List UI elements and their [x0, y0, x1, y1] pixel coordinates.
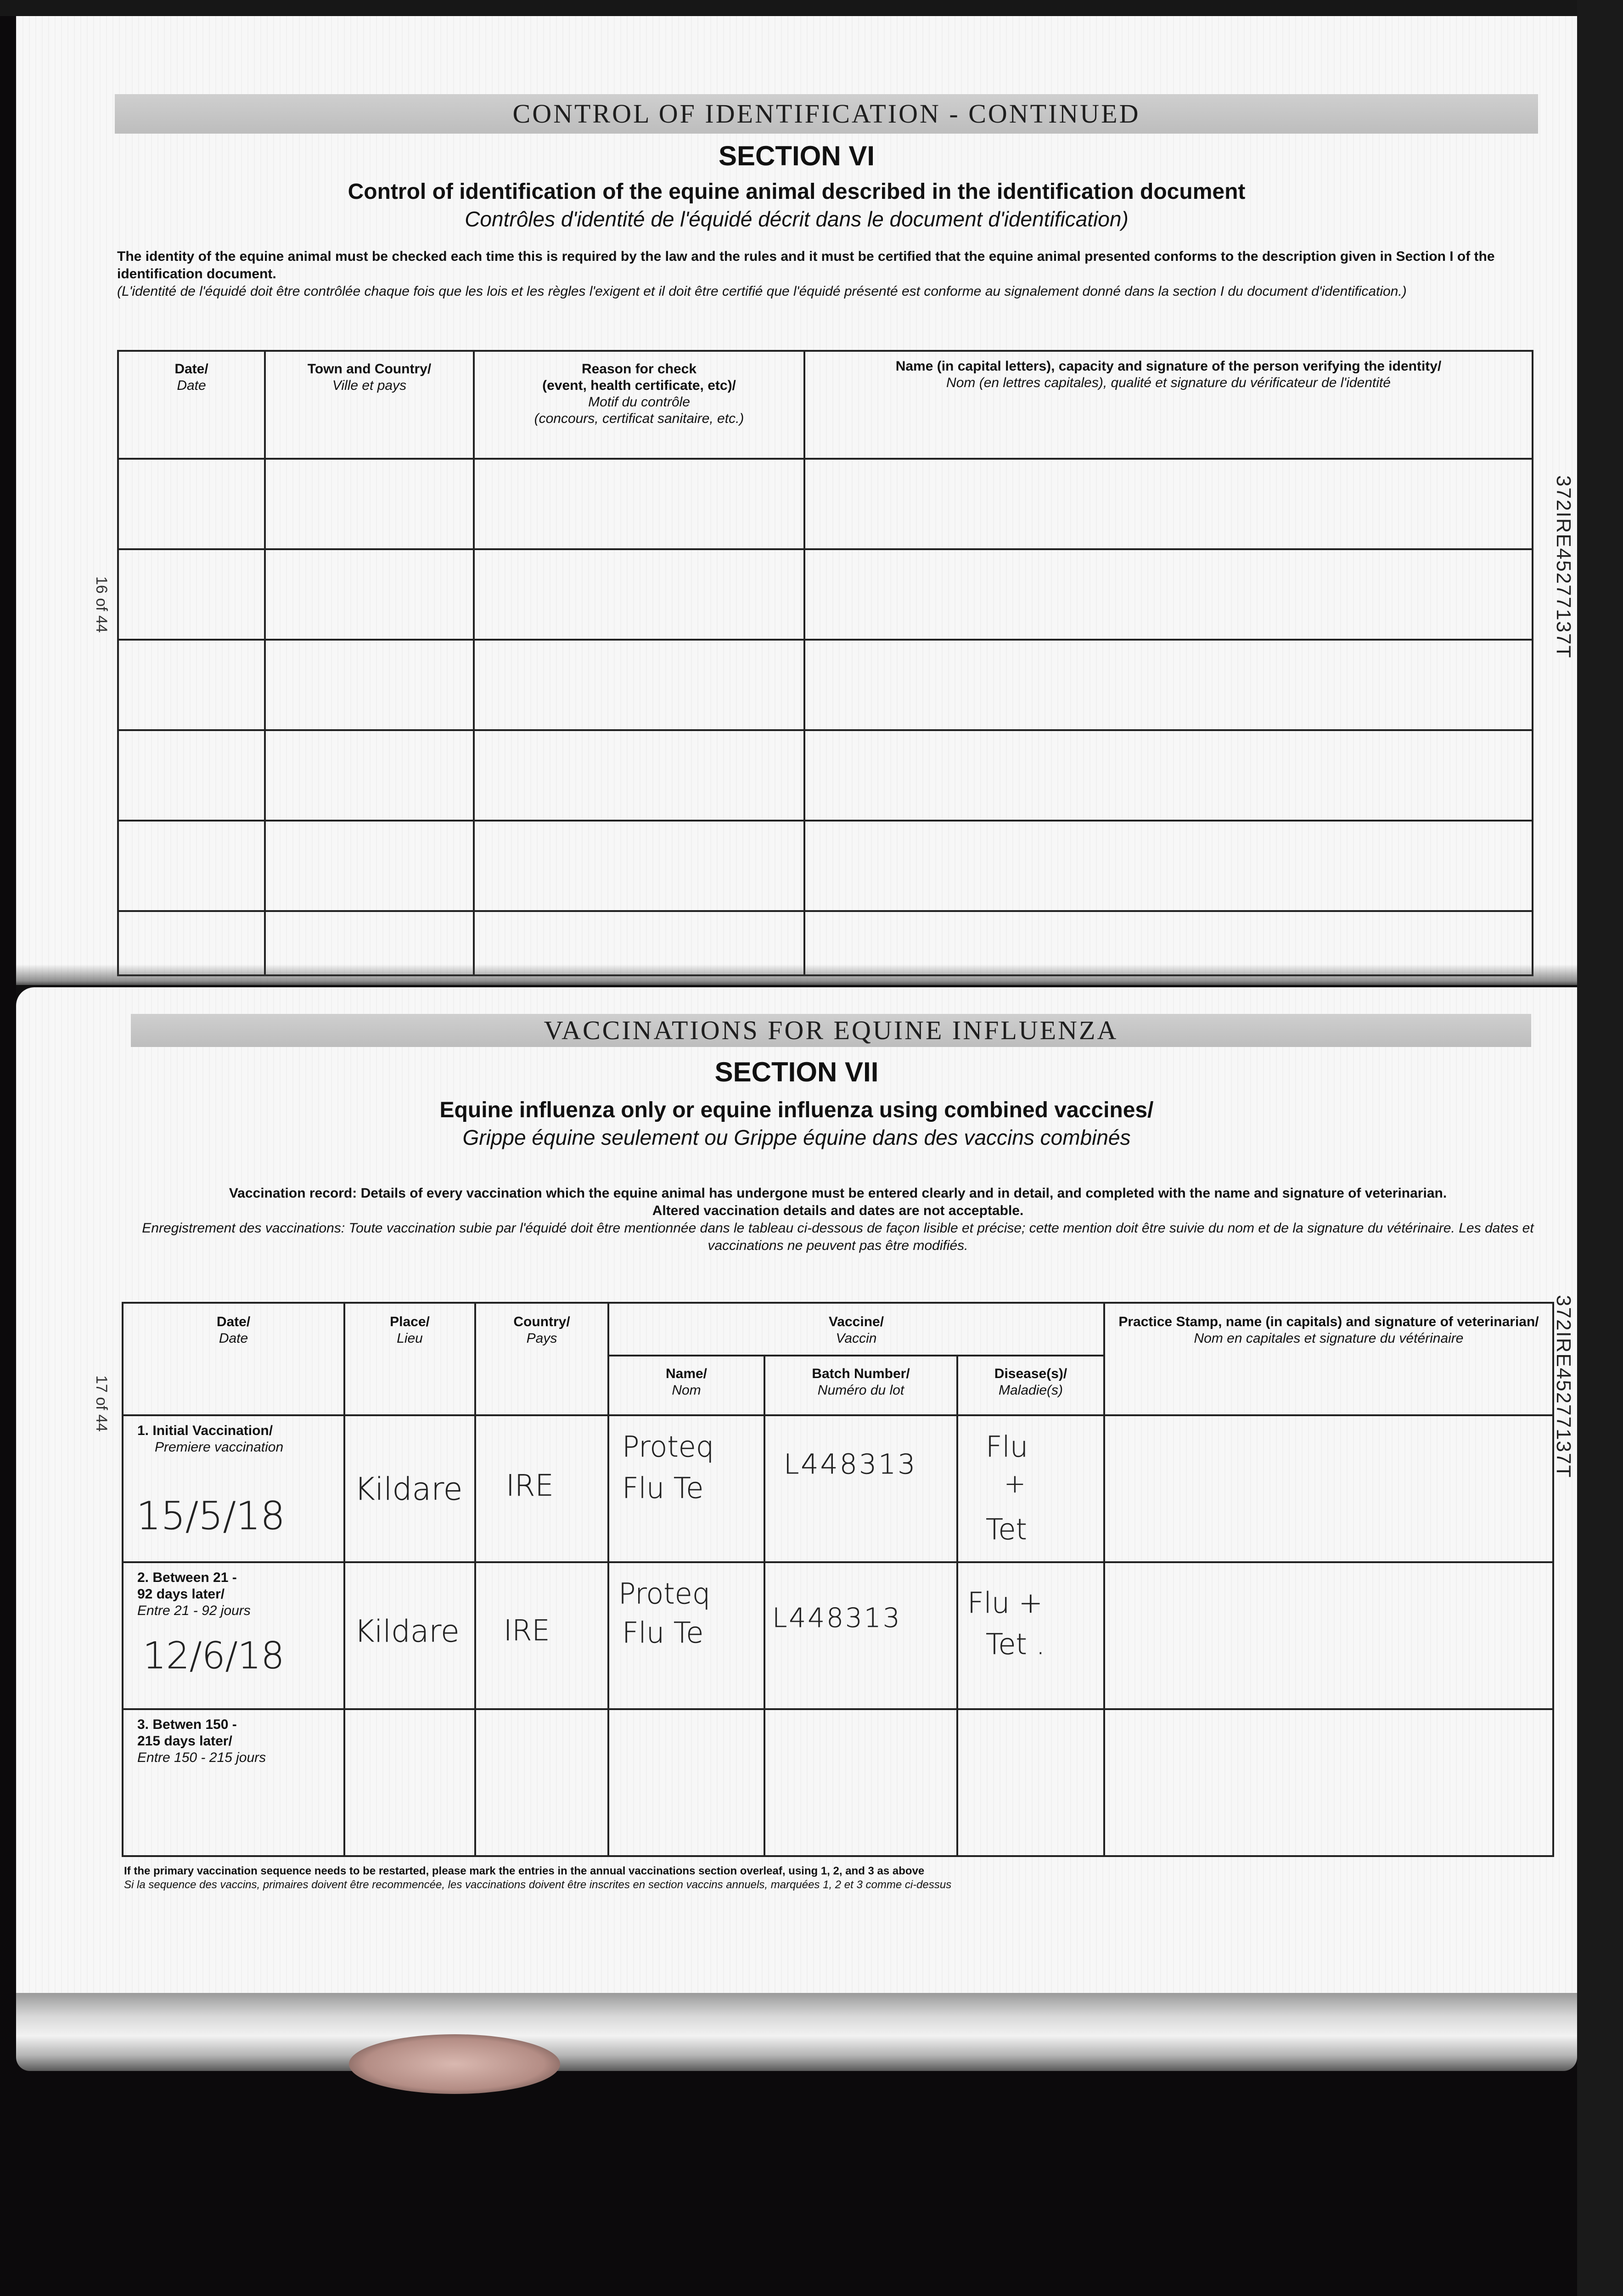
col-country: Country/ Pays	[475, 1303, 608, 1415]
row-label-en: 2. Between 21 - 92 days later/	[137, 1570, 237, 1602]
place-cell[interactable]	[344, 1562, 475, 1709]
col-date: Date/ Date	[123, 1303, 344, 1415]
handwritten-batch: L448313	[772, 1602, 902, 1633]
table-row	[118, 821, 1533, 911]
section-title: SECTION VI	[718, 141, 875, 171]
vaccination-row-2	[123, 1562, 1553, 1709]
table-row	[118, 459, 1533, 549]
table-row	[118, 549, 1533, 640]
col-town-country: Town and Country/ Ville et pays	[265, 351, 474, 459]
handwritten-disease-line1: Flu	[986, 1430, 1028, 1463]
section-banner: VACCINATIONS FOR EQUINE INFLUENZA	[131, 1014, 1531, 1047]
footnote-en: If the primary vaccination sequence needs to be restarted, please mark the entries in the annual vaccinations section overleaf, using 1, 2, and 3 as above	[124, 1865, 925, 1877]
batch-number-cell[interactable]	[764, 1709, 957, 1856]
handwritten-disease-line2: +	[1004, 1469, 1026, 1499]
document-id-vertical: 372IRE45277137T	[1552, 1295, 1575, 1479]
section-title: SECTION VII	[714, 1057, 879, 1087]
handwritten-country: IRE	[506, 1469, 554, 1503]
practice-stamp-cell[interactable]	[1104, 1562, 1553, 1709]
col-diseases: Disease(s)/ Maladie(s)	[957, 1356, 1104, 1415]
handwritten-country: IRE	[504, 1614, 550, 1647]
handwritten-disease-line3: Tet	[986, 1513, 1027, 1546]
table-header-row	[118, 351, 1533, 459]
vaccine-name-cell[interactable]	[608, 1562, 764, 1709]
col-practice-stamp: Practice Stamp, name (in capitals) and signature of veterinarian/ Nom en capitales et signature du vétérinaire	[1104, 1303, 1553, 1415]
vaccination-instructions	[126, 1185, 1550, 1255]
row-label-fr: Entre 150 - 215 jours	[137, 1750, 266, 1765]
col-vaccine-name: Name/ Nom	[608, 1356, 764, 1415]
page-stack-edge	[16, 1993, 1577, 2071]
page-number-17: 17 of 44	[93, 1375, 110, 1432]
country-cell[interactable]	[475, 1415, 608, 1562]
country-cell[interactable]	[475, 1709, 608, 1856]
instructions-en: The identity of the equine animal must be checked each time this is required by the law and the rules and it must be certified that the equine animal presented conforms to the description given in Section I of the identification document.	[117, 249, 1495, 281]
batch-number-cell[interactable]	[764, 1415, 957, 1562]
document-id-vertical: 372IRE45277137T	[1552, 475, 1575, 659]
col-place: Place/ Lieu	[344, 1303, 475, 1415]
handwritten-place: Kildare	[354, 1471, 463, 1508]
handwritten-disease-line1: Flu +	[967, 1586, 1043, 1620]
handwritten-vaccine-line2: Flu Te	[622, 1471, 704, 1505]
footnote	[124, 1864, 1547, 1892]
table-row	[118, 640, 1533, 730]
instructions-fr: (L'identité de l'équidé doit être contrôlée chaque fois que les lois et les règles l'exigent et il doit être certifié que l'équidé présenté est conforme au signalement donné dans la section I du document d'identification.)	[117, 284, 1407, 299]
scanner-right-edge	[1577, 0, 1623, 2296]
country-cell[interactable]	[475, 1562, 608, 1709]
thumb	[349, 2034, 560, 2094]
footnote-fr: Si la sequence des vaccins, primaires doivent être recommencée, les vaccinations doivent être inscrites en section vaccins annuels, marquées 1, 2 et 3 comme ci-dessus	[124, 1879, 952, 1891]
section-banner: CONTROL OF IDENTIFICATION - CONTINUED	[115, 94, 1538, 134]
instructions-paragraph	[117, 248, 1531, 300]
vaccination-table	[122, 1302, 1554, 1857]
table-header-row	[123, 1303, 1553, 1356]
section-subtitle-en: Control of identification of the equine animal described in the identification document	[348, 180, 1246, 204]
place-cell[interactable]	[344, 1709, 475, 1856]
section-subtitle-fr: Contrôles d'identité de l'équidé décrit dans le document d'identification)	[465, 207, 1129, 231]
instructions-en-1: Vaccination record: Details of every vaccination which the equine animal has undergone must be entered clearly and in detail, and completed with the name and signature of veterinarian.	[229, 1186, 1447, 1201]
instructions-en-2: Altered vaccination details and dates are not acceptable.	[652, 1203, 1024, 1218]
row-label-fr: Premiere vaccination	[155, 1440, 284, 1455]
date-cell[interactable]	[123, 1562, 344, 1709]
vaccine-name-cell[interactable]	[608, 1709, 764, 1856]
diseases-cell[interactable]	[957, 1562, 1104, 1709]
vaccination-row-1	[123, 1415, 1553, 1562]
section-subtitle-en: Equine influenza only or equine influenza using combined vaccines/	[439, 1098, 1154, 1122]
col-verifier: Name (in capital letters), capacity and signature of the person verifying the identity/ Nom (en lettres capitales), qualité et signature du vérificateur de l'identité	[804, 351, 1533, 459]
handwritten-vaccine-line1: Proteq	[622, 1430, 714, 1463]
col-reason: Reason for check (event, health certificate, etc)/ Motif du contrôle (concours, certificat sanitaire, etc.)	[474, 351, 804, 459]
handwritten-date: 12/6/18	[143, 1634, 285, 1677]
batch-number-cell[interactable]	[764, 1562, 957, 1709]
vaccination-row-3	[123, 1709, 1553, 1856]
page-17	[16, 987, 1577, 1998]
row-label-en: 3. Betwen 150 - 215 days later/	[137, 1717, 237, 1749]
col-batch-number: Batch Number/ Numéro du lot	[764, 1356, 957, 1415]
page-number-16: 16 of 44	[93, 576, 110, 633]
table-row	[118, 730, 1533, 821]
identity-check-table	[117, 350, 1533, 976]
handwritten-date: 15/5/18	[136, 1493, 285, 1538]
handwritten-place: Kildare	[354, 1614, 460, 1649]
col-vaccine: Vaccine/ Vaccin	[608, 1303, 1104, 1356]
diseases-cell[interactable]	[957, 1709, 1104, 1856]
diseases-cell[interactable]	[957, 1415, 1104, 1562]
date-cell[interactable]	[123, 1709, 344, 1856]
place-cell[interactable]	[344, 1415, 475, 1562]
practice-stamp-cell[interactable]	[1104, 1709, 1553, 1856]
col-date: Date/ Date	[118, 351, 265, 459]
handwritten-vaccine-line2: Flu Te	[622, 1616, 704, 1649]
section-subtitle-fr: Grippe équine seulement ou Grippe équine dans des vaccins combinés	[462, 1125, 1131, 1149]
handwritten-vaccine-line1: Proteq	[618, 1577, 711, 1610]
practice-stamp-cell[interactable]	[1104, 1415, 1553, 1562]
vaccine-name-cell[interactable]	[608, 1415, 764, 1562]
page-16	[16, 16, 1577, 985]
scanner-top-edge	[0, 0, 1623, 16]
date-cell[interactable]	[123, 1415, 344, 1562]
row-label-fr: Entre 21 - 92 jours	[137, 1603, 251, 1618]
row-label-en: 1. Initial Vaccination/	[137, 1423, 273, 1438]
instructions-fr: Enregistrement des vaccinations: Toute vaccination subie par l'équidé doit être mentionnée dans le tableau ci-dessous de façon lisible et précise; cette mention doit être suivie du nom et de la signature du vétérinaire. Les dates et vaccinations ne peuvent pas être modifiés.	[142, 1221, 1534, 1253]
handwritten-batch: L448313	[784, 1448, 917, 1480]
handwritten-disease-line2: Tet .	[986, 1627, 1045, 1661]
